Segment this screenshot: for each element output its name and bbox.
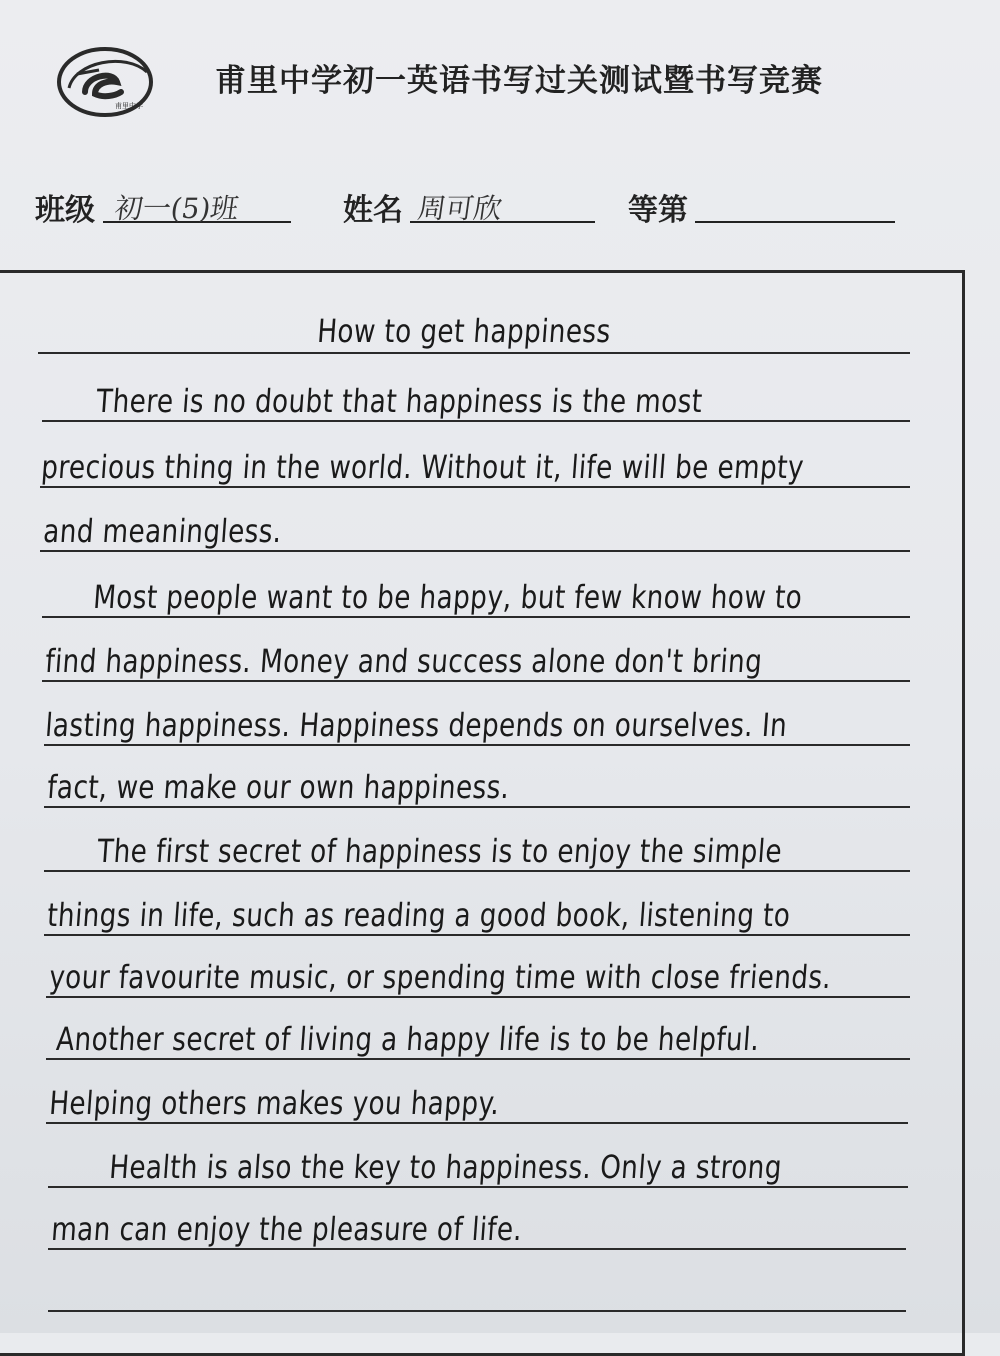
ruled-line bbox=[42, 420, 910, 422]
ruled-line bbox=[48, 1186, 908, 1188]
essay-line: Another secret of living a happy life is to be helpful. bbox=[55, 1020, 761, 1058]
ruled-line bbox=[46, 1058, 910, 1060]
essay-line: Helping others makes you happy. bbox=[48, 1084, 501, 1122]
essay-line: lasting happiness. Happiness depends on ourselves. In bbox=[44, 706, 789, 744]
essay-line: precious thing in the world. Without it, life will be empty bbox=[40, 448, 806, 486]
essay-line: There is no doubt that happiness is the most bbox=[95, 382, 704, 420]
ruled-line bbox=[44, 744, 910, 746]
grade-underline bbox=[695, 221, 895, 223]
ruled-line bbox=[46, 996, 910, 998]
essay-line: your favourite music, or spending time with close friends. bbox=[48, 958, 833, 996]
ruled-line bbox=[40, 486, 910, 488]
student-info bbox=[0, 185, 1000, 229]
class-label: 班级 bbox=[35, 193, 95, 228]
essay-line: things in life, such as reading a good book, listening to bbox=[46, 896, 792, 934]
essay-title: How to get happiness bbox=[316, 312, 613, 350]
essay-line: find happiness. Money and success alone don't bring bbox=[44, 642, 764, 680]
essay-line: fact, we make our own happiness. bbox=[46, 768, 511, 806]
logo-text: 甫里中学 bbox=[115, 102, 143, 110]
name-label: 姓名 bbox=[343, 193, 403, 228]
ruled-line bbox=[48, 1248, 906, 1250]
class-value[interactable]: 初一(5)班 bbox=[112, 192, 241, 225]
ruled-line bbox=[48, 1310, 906, 1312]
ruled-line bbox=[38, 352, 910, 354]
name-value[interactable]: 周可欣 bbox=[415, 192, 505, 225]
essay-line: and meaningless. bbox=[42, 512, 284, 550]
ruled-line bbox=[42, 616, 910, 618]
ruled-line bbox=[42, 680, 910, 682]
school-logo bbox=[55, 42, 159, 122]
grade-label: 等第 bbox=[628, 193, 688, 228]
ruled-line bbox=[46, 1122, 908, 1124]
essay-line: Most people want to be happy, but few know how to bbox=[92, 578, 804, 616]
writing-box bbox=[0, 270, 965, 1356]
ruled-line bbox=[44, 870, 910, 872]
essay-line: man can enjoy the pleasure of life. bbox=[50, 1210, 524, 1248]
ruled-line bbox=[44, 934, 910, 936]
ruled-line bbox=[40, 550, 910, 552]
school-title: 甫里中学初一英语书写过关测试暨书写竞赛 bbox=[215, 63, 823, 99]
essay-line: The first secret of happiness is to enjoy the simple bbox=[96, 832, 784, 870]
essay-line: Health is also the key to happiness. Only a strong bbox=[108, 1148, 784, 1186]
ruled-line bbox=[44, 806, 910, 808]
